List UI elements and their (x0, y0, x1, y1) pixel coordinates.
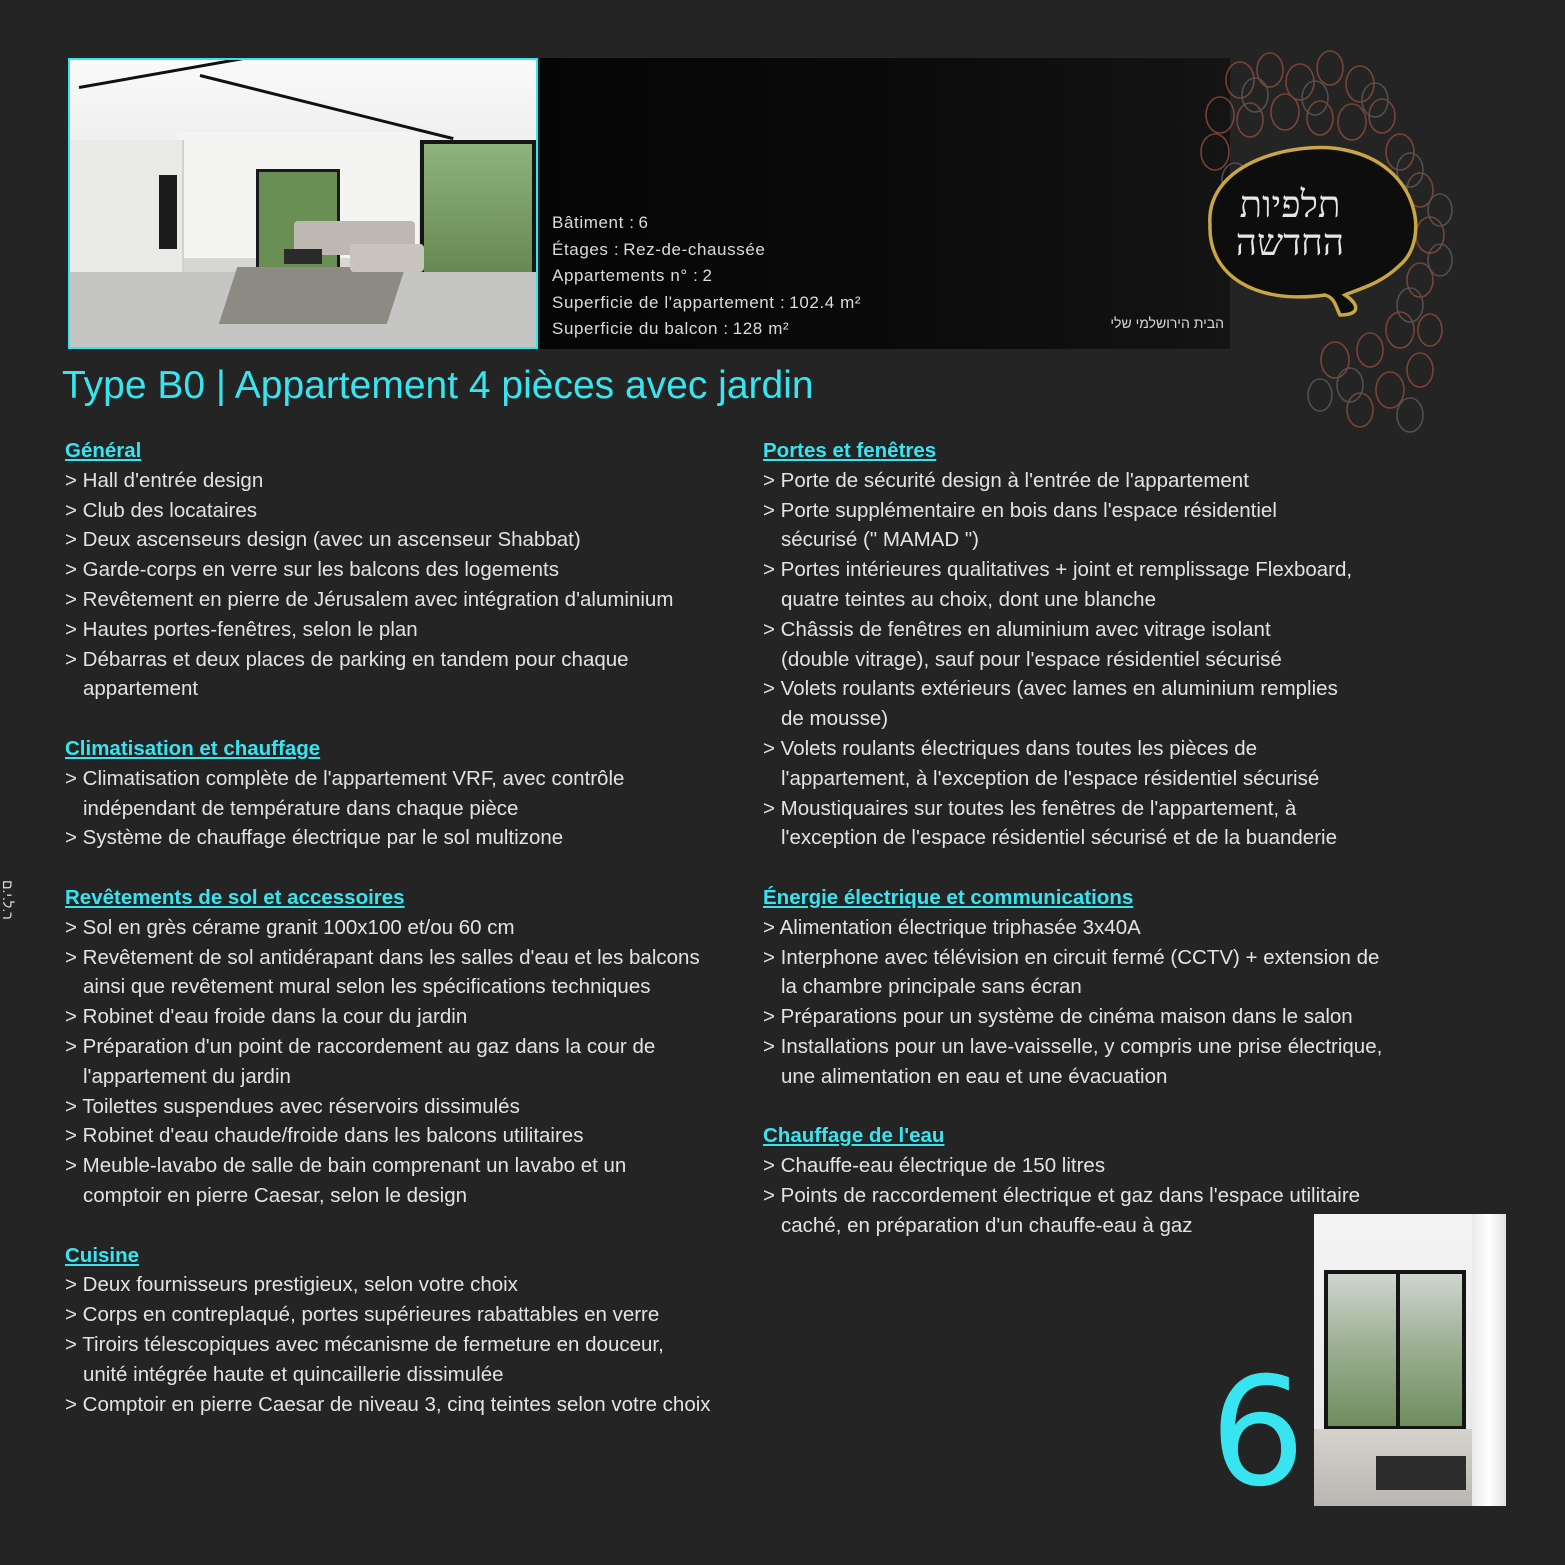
feature-item (763, 555, 1413, 615)
feature-section (763, 436, 1413, 853)
spec-apartment-number: Appartements n° : 2 (552, 266, 713, 285)
feature-item (65, 645, 745, 705)
feature-item-text: > Système de chauffage électrique par le sol multizone (65, 826, 564, 850)
feature-item-text: > Châssis de fenêtres en aluminium avec vitrage isolant (763, 617, 1271, 641)
feature-item (763, 734, 1413, 794)
feature-item (763, 615, 1413, 675)
feature-item-text: l'appartement, à l'exception de l'espace résidentiel sécurisé (781, 766, 1320, 790)
feature-item-text: > Revêtement de sol antidérapant dans les salles d'eau et les balcons (65, 945, 700, 969)
section-title: Chauffage de l'eau (763, 1124, 945, 1148)
feature-section (65, 734, 745, 853)
feature-item (763, 496, 1413, 556)
feature-item-text: > Deux ascenseurs design (avec un ascenseur Shabbat) (65, 528, 581, 552)
section-title: Général (65, 439, 142, 462)
feature-item-text: > Porte supplémentaire en bois dans l'espace résidentiel (763, 498, 1277, 522)
feature-item-text: > Interphone avec télévision en circuit fermé (CCTV) + extension de (763, 945, 1380, 969)
feature-item (65, 496, 745, 526)
feature-item (65, 1032, 745, 1092)
feature-item (763, 1002, 1413, 1032)
feature-item-text: > Tiroirs télescopiques avec mécanisme de fermeture en douceur, (65, 1332, 664, 1356)
feature-item-text: > Comptoir en pierre Caesar de niveau 3, cinq teintes selon votre choix (65, 1392, 711, 1416)
feature-item-text: > Deux fournisseurs prestigieux, selon votre choix (65, 1273, 518, 1297)
feature-item (65, 1002, 745, 1032)
living-room-thumbnail (1314, 1214, 1506, 1506)
feature-item-text: (double vitrage), sauf pour l'espace résidentiel sécurisé (781, 647, 1282, 671)
section-title: Climatisation et chauffage (65, 736, 321, 760)
feature-item-text: > Alimentation électrique triphasée 3x40A (763, 915, 1141, 939)
designer-credit: ר.ל.י.ם (0, 880, 16, 920)
feature-item-text: > Portes intérieures qualitatives + joint et remplissage Flexboard, (763, 558, 1353, 582)
feature-item-text: > Toilettes suspendues avec réservoirs dissimulés (65, 1094, 520, 1118)
page-title: Type B0 | Appartement 4 pièces avec jardin (62, 364, 814, 407)
feature-item (65, 1390, 745, 1420)
section-title: Cuisine (65, 1243, 140, 1267)
feature-item-text: comptoir en pierre Caesar, selon le design (83, 1183, 468, 1207)
features-right-column (763, 436, 1413, 1270)
feature-item (65, 555, 745, 585)
feature-item-text: l'appartement du jardin (83, 1064, 291, 1088)
page-number: 6 (1210, 1346, 1306, 1520)
feature-item (763, 943, 1413, 1003)
feature-item (65, 1092, 745, 1122)
feature-item-text: > Porte de sécurité design à l'entrée de l'appartement (763, 468, 1249, 492)
feature-section (763, 883, 1413, 1092)
feature-item-text: > Meuble-lavabo de salle de bain comprenant un lavabo et un (65, 1154, 627, 1178)
feature-item (65, 615, 745, 645)
spec-balcony-area: Superficie du balcon : 128 m² (552, 319, 790, 338)
feature-item (65, 525, 745, 555)
feature-item (763, 913, 1413, 943)
feature-item-text: caché, en préparation d'un chauffe-eau à gaz (781, 1213, 1193, 1237)
feature-section (65, 883, 745, 1211)
apartment-specs (552, 210, 861, 343)
feature-item (65, 585, 745, 615)
feature-item-text: > Points de raccordement électrique et gaz dans l'espace utilitaire (763, 1183, 1361, 1207)
hero-living-room-image (68, 58, 538, 349)
feature-item-text: > Hall d'entrée design (65, 468, 264, 492)
feature-item-text: ainsi que revêtement mural selon les spécifications techniques (83, 975, 651, 999)
feature-item-text: une alimentation en eau et une évacuation (781, 1064, 1168, 1088)
feature-item (763, 466, 1413, 496)
spec-building: Bâtiment : 6 (552, 213, 649, 232)
feature-item (763, 1151, 1413, 1181)
feature-item-text: appartement (83, 677, 199, 701)
feature-item (65, 1330, 745, 1390)
feature-item-text: indépendant de température dans chaque pièce (83, 796, 519, 820)
feature-item-text: quatre teintes au choix, dont une blanche (781, 587, 1156, 611)
feature-item-text: > Volets roulants extérieurs (avec lames en aluminium remplies (763, 677, 1338, 701)
feature-item (65, 1121, 745, 1151)
feature-item-text: > Débarras et deux places de parking en tandem pour chaque (65, 647, 629, 671)
feature-item (65, 943, 745, 1003)
feature-item (65, 913, 745, 943)
section-title: Portes et fenêtres (763, 439, 937, 462)
feature-item (65, 823, 745, 853)
feature-item-text: > Robinet d'eau froide dans la cour du jardin (65, 1005, 468, 1029)
feature-item-text: l'exception de l'espace résidentiel sécurisé et de la buanderie (781, 826, 1337, 850)
feature-item (65, 1270, 745, 1300)
feature-item (65, 1151, 745, 1211)
feature-item-text: > Volets roulants électriques dans toutes les pièces de (763, 736, 1258, 760)
feature-item-text: > Club des locataires (65, 498, 258, 522)
feature-item-text: > Installations pour un lave-vaisselle, y compris une prise électrique, (763, 1034, 1383, 1058)
feature-item-text: > Préparation d'un point de raccordement au gaz dans la cour de (65, 1034, 656, 1058)
feature-section (65, 1241, 745, 1420)
feature-item-text: la chambre principale sans écran (781, 975, 1082, 999)
spec-floors: Étages : Rez-de-chaussée (552, 239, 766, 259)
feature-item-text: > Revêtement en pierre de Jérusalem avec intégration d'aluminium (65, 587, 674, 611)
feature-item (763, 674, 1413, 734)
section-title: Revêtements de sol et accessoires (65, 885, 405, 909)
section-title: Énergie électrique et communications (763, 885, 1134, 909)
feature-item-text: > Hautes portes-fenêtres, selon le plan (65, 617, 418, 641)
features-left-column (65, 436, 745, 1449)
feature-item-text: > Corps en contreplaqué, portes supérieures rabattables en verre (65, 1303, 660, 1327)
logo-wordmark: תלפיות החדשה (1235, 183, 1345, 264)
feature-item (65, 466, 745, 496)
feature-item (763, 794, 1413, 854)
feature-section (65, 436, 745, 704)
logo-tagline: הבית הירושלמי שלי (1110, 315, 1224, 331)
feature-item-text: > Robinet d'eau chaude/froide dans les balcons utilitaires (65, 1124, 584, 1148)
feature-item-text: > Chauffe-eau électrique de 150 litres (763, 1154, 1106, 1178)
feature-item-text: > Moustiquaires sur toutes les fenêtres de l'appartement, à (763, 796, 1297, 820)
feature-item (65, 1300, 745, 1330)
feature-item-text: unité intégrée haute et quincaillerie dissimulée (83, 1362, 504, 1386)
feature-item (65, 764, 745, 824)
feature-item-text: > Garde-corps en verre sur les balcons des logements (65, 558, 559, 582)
feature-item-text: sécurisé (" MAMAD ") (781, 528, 979, 552)
feature-item (763, 1032, 1413, 1092)
feature-item-text: > Climatisation complète de l'appartement VRF, avec contrôle (65, 766, 625, 790)
feature-item-text: > Préparations pour un système de cinéma maison dans le salon (763, 1005, 1353, 1029)
spec-apartment-area: Superficie de l'appartement : 102.4 m² (552, 292, 862, 312)
feature-item-text: de mousse) (781, 707, 889, 731)
feature-item-text: > Sol en grès cérame granit 100x100 et/ou 60 cm (65, 915, 515, 939)
